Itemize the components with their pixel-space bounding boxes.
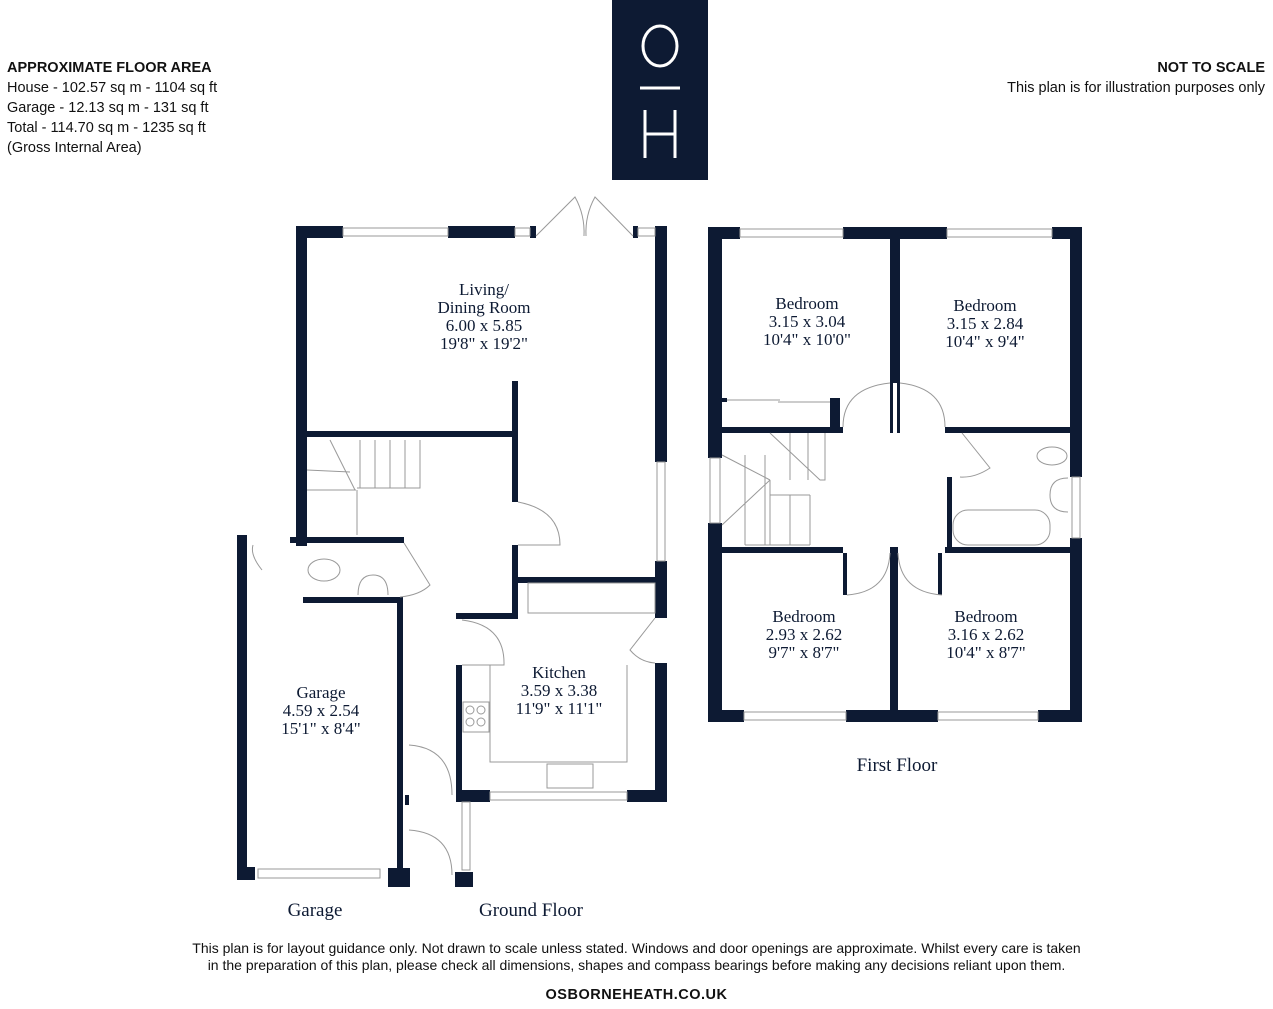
floor-area-house: House - 102.57 sq m - 1104 sq ft xyxy=(7,80,218,96)
floor-area-heading: APPROXIMATE FLOOR AREA xyxy=(7,60,212,76)
floor-area-garage: Garage - 12.13 sq m - 131 sq ft xyxy=(7,100,209,116)
disclaimer xyxy=(0,940,1273,974)
room-imperial: 10'4" x 10'0" xyxy=(762,330,852,349)
room-label-bedroom-3 xyxy=(766,608,843,662)
room-name: Bedroom xyxy=(775,294,839,313)
room-metric: 3.16 x 2.62 xyxy=(947,625,1025,644)
room-label-garage xyxy=(281,684,361,738)
floor-area-note: (Gross Internal Area) xyxy=(7,140,142,156)
room-metric: 4.59 x 2.54 xyxy=(282,701,360,720)
room-metric: 3.59 x 3.38 xyxy=(520,681,598,700)
room-name: Bedroom xyxy=(954,607,1018,626)
room-name: Dining Room xyxy=(437,298,531,317)
disclaimer-line: This plan is for layout guidance only. Not drawn to scale unless stated. Windows and door openings are approximate. Whilst every care is taken xyxy=(192,940,1081,956)
room-label-bedroom-4 xyxy=(946,608,1026,662)
floor-area-total: Total - 114.70 sq m - 1235 sq ft xyxy=(7,120,206,136)
room-imperial: 9'7" x 8'7" xyxy=(768,643,840,662)
room-metric: 3.15 x 3.04 xyxy=(768,312,846,331)
floor-label-garage: Garage xyxy=(287,900,343,921)
room-imperial: 19'8" x 19'2" xyxy=(439,334,529,353)
room-metric: 6.00 x 5.85 xyxy=(445,316,523,335)
room-label-living-dining xyxy=(437,281,530,353)
disclaimer-line: in the preparation of this plan, please check all dimensions, shapes and compass bearings before making any decisions reliant upon them. xyxy=(207,957,1066,973)
room-label-bedroom-1 xyxy=(763,295,851,349)
room-imperial: 10'4" x 8'7" xyxy=(946,643,1026,662)
floor-label-first: First Floor xyxy=(856,755,938,776)
floor-label-ground: Ground Floor xyxy=(479,900,583,921)
room-name: Bedroom xyxy=(953,296,1017,315)
illustration-note: This plan is for illustration purposes only xyxy=(1007,80,1265,96)
room-name: Living/ xyxy=(458,280,510,299)
room-name: Kitchen xyxy=(532,663,586,682)
room-metric: 3.15 x 2.84 xyxy=(946,314,1024,333)
not-to-scale-heading: NOT TO SCALE xyxy=(1157,60,1265,76)
room-label-bedroom-2 xyxy=(945,297,1025,351)
website-link[interactable]: OSBORNEHEATH.CO.UK xyxy=(545,987,728,1003)
room-name: Bedroom xyxy=(772,607,836,626)
room-imperial: 11'9" x 11'1" xyxy=(515,699,603,718)
room-imperial: 15'1" x 8'4" xyxy=(281,719,361,738)
room-label-kitchen xyxy=(516,664,603,718)
room-metric: 2.93 x 2.62 xyxy=(765,625,843,644)
room-name: Garage xyxy=(296,683,346,702)
room-imperial: 10'4" x 9'4" xyxy=(945,332,1025,351)
